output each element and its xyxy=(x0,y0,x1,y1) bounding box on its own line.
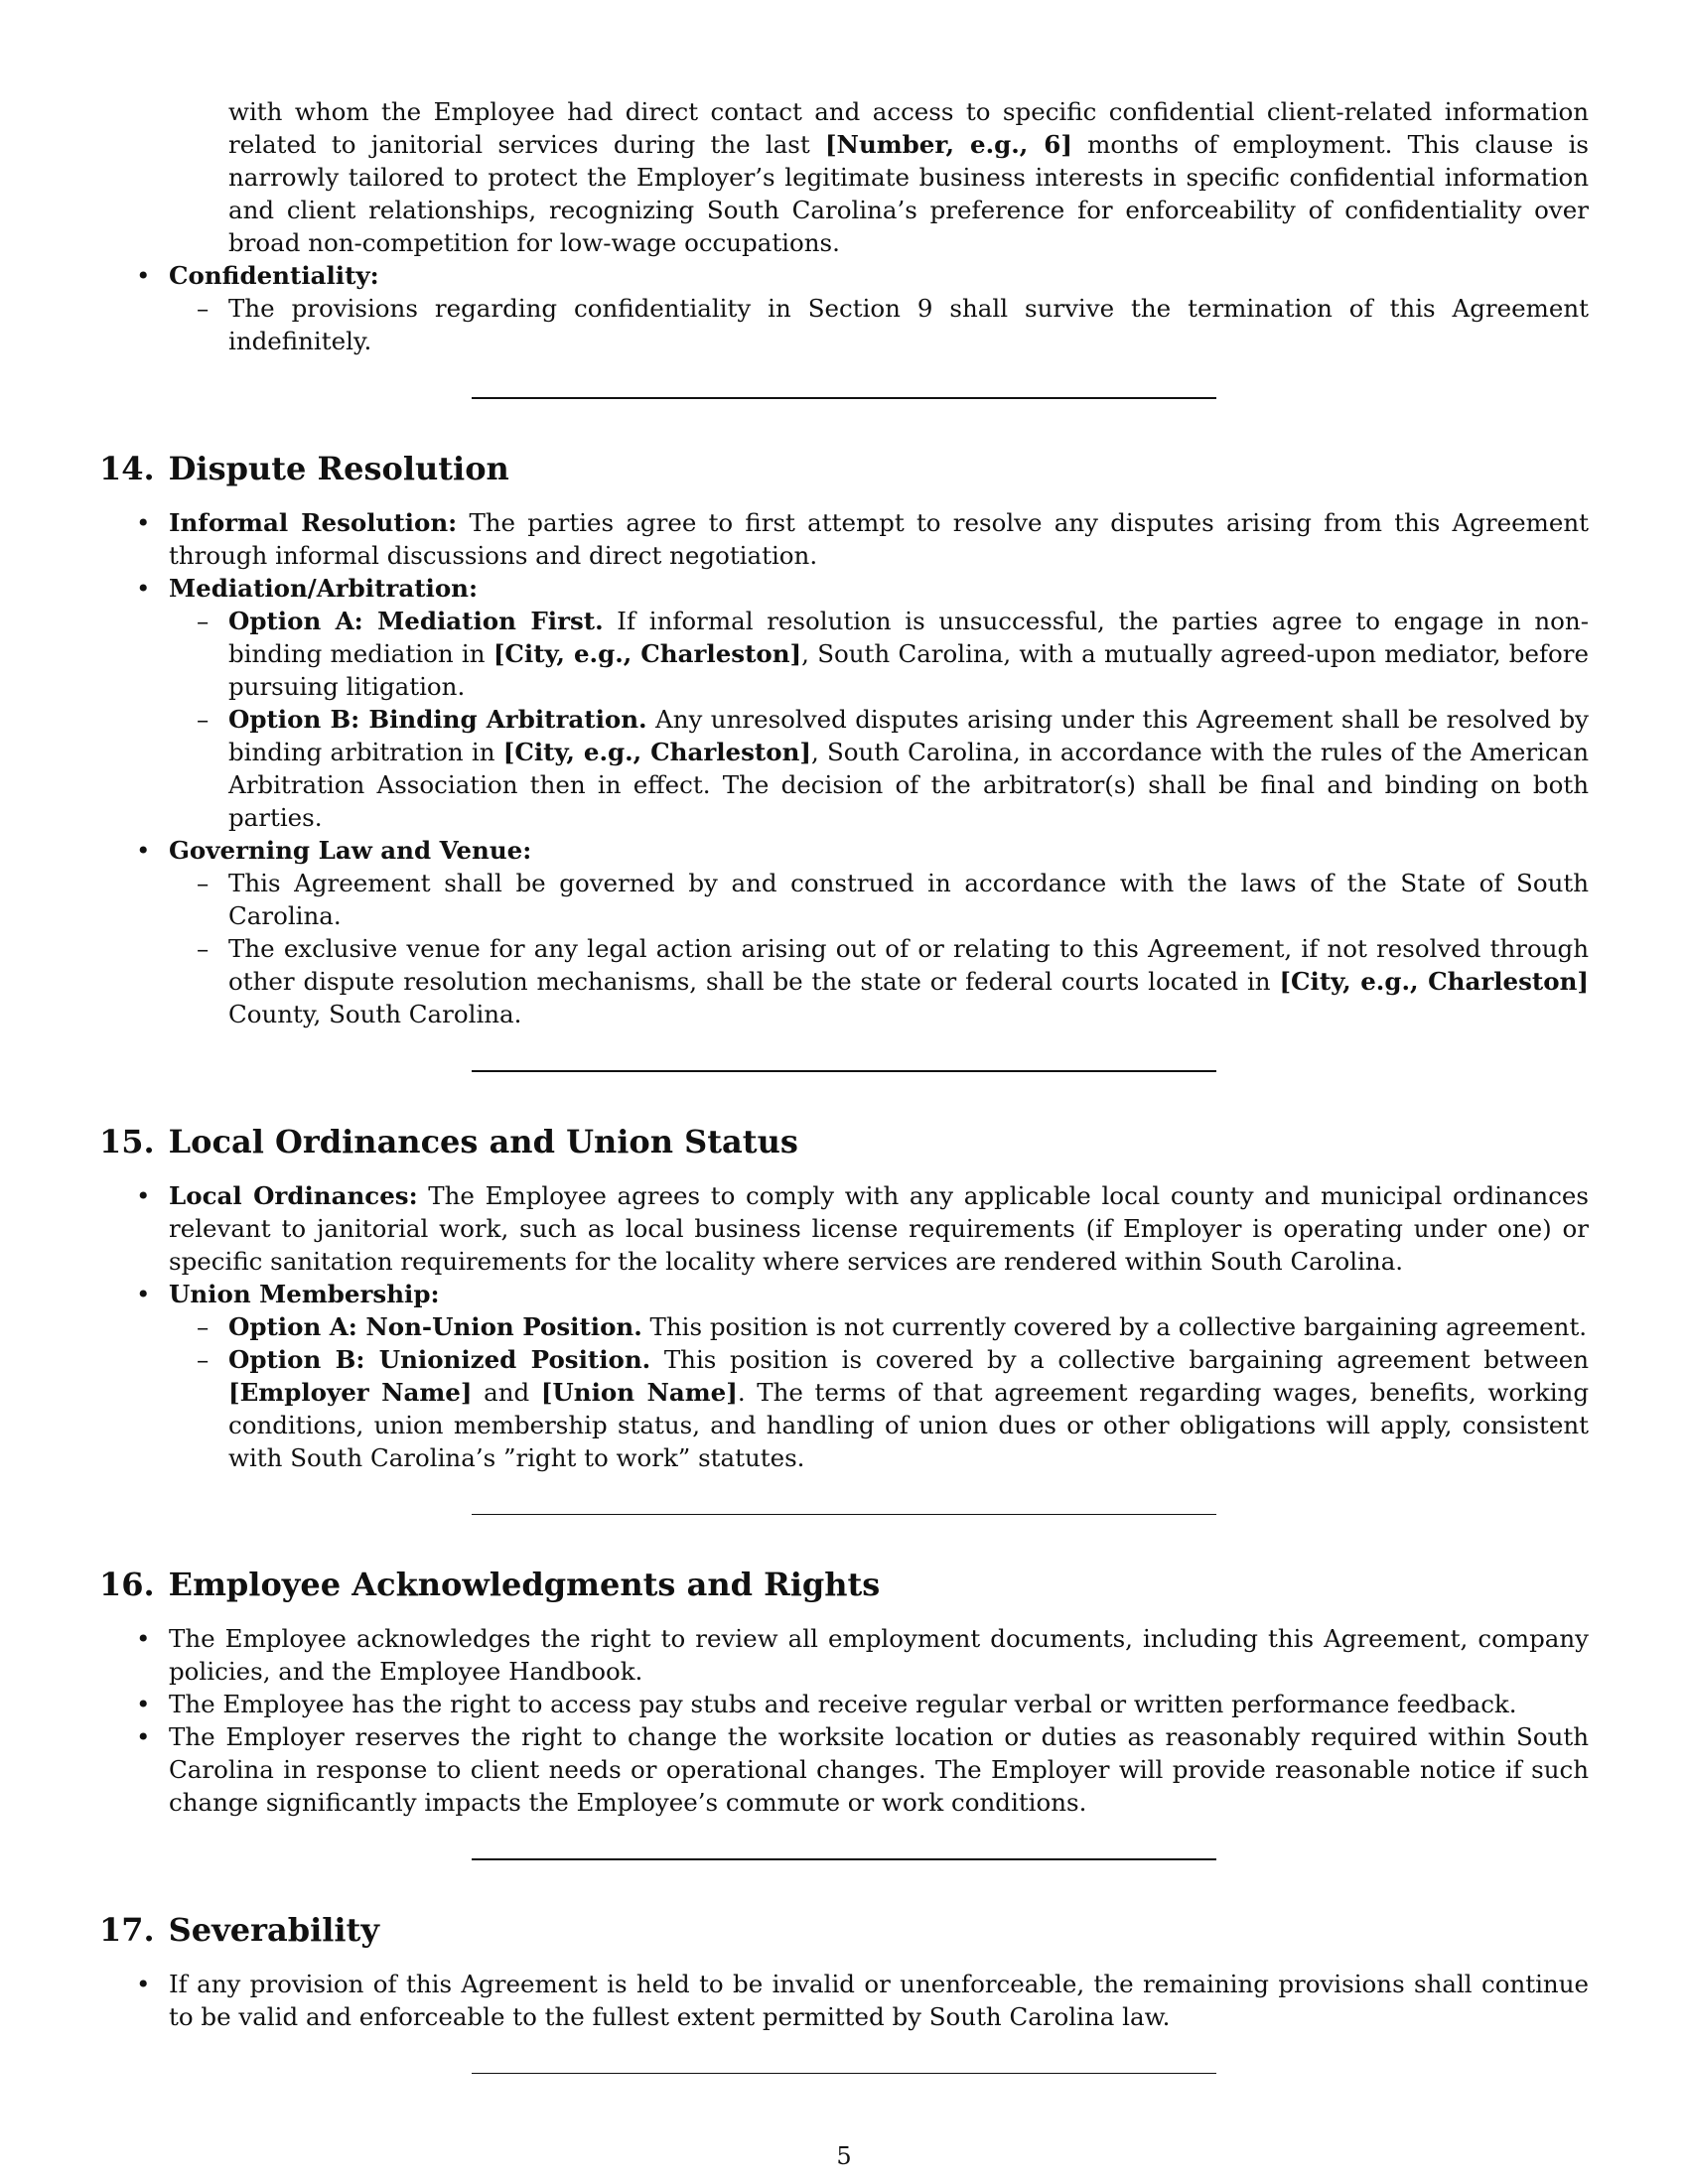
list-item: • The Employer reserves the right to change the worksite location or duties as reasonably required within South Carolina in response to client needs or operational changes. The Employer will provide reasonable notice if such change significantly impacts the Employee’s commute or work conditions. xyxy=(99,1720,1589,1819)
sub-item-venue: – The exclusive venue for any legal action arising out of or relating to this Agreement, if not resolved through other dispute resolution mechanisms, shall be the state or federal courts located in [City, e.g., Charleston] County, South Carolina. xyxy=(169,932,1589,1030)
sub-item-option-a: – Option A: Non-Union Position. This position is not currently covered by a collective bargaining agreement. xyxy=(169,1310,1589,1343)
sub-item-option-b: – Option B: Unionized Position. This position is covered by a collective bargaining agreement between [Employer Name] and [Union Name]. The terms of that agreement regarding wages, benefits, working conditions, union membership status, and handling of union dues or other obligations will apply, consistent with South Carolina’s ”right to work” statutes. xyxy=(169,1343,1589,1474)
section-heading-16: 16. Employee Acknowledgments and Rights xyxy=(99,1566,881,1603)
list-item-union-membership: • Union Membership: – Option A: Non-Union Position. This position is not currently covered by a collective bargaining agreement. – Option B: Unionized Position. This position is covered by a collective bargaining agreement between [Employer Name] and [Union Name]. The terms of that agreement regarding wages, benefits, working conditions, union membership status, and handling of union dues or other obligations will apply, consistent with South Carolina’s ”right to work” statutes. xyxy=(99,1278,1589,1474)
list-item: • If any provision of this Agreement is held to be invalid or unenforceable, the remaining provisions shall continue to be valid and enforceable to the fullest extent permitted by South Carolina law. xyxy=(99,1968,1589,2033)
list-item-informal-resolution: • Informal Resolution: The parties agree to first attempt to resolve any disputes arising from this Agreement through informal discussions and direct negotiation. xyxy=(99,506,1589,572)
carryover-paragraph: with whom the Employee had direct contact and access to specific confidential client-related information related to janitorial services during the last [Number, e.g., 6] months of employment. This clause is narrowly tailored to protect the Employer’s legitimate business interests in specific confidential information and client relationships, recognizing South Carolina’s preference for enforceability of confidentiality over broad non-competition for low-wage occupations. xyxy=(228,97,1589,257)
list-item-governing-law: • Governing Law and Venue: – This Agreement shall be governed by and construed in accordance with the laws of the State of South Carolina. – The exclusive venue for any legal action arising out of or relating to this Agreement, if not resolved through other dispute resolution mechanisms, shall be the state or federal courts located in [City, e.g., Charleston] County, South Carolina. xyxy=(99,834,1589,1030)
section-heading-14: 14. Dispute Resolution xyxy=(99,450,509,487)
sub-item-law: – This Agreement shall be governed by and construed in accordance with the laws of the State of South Carolina. xyxy=(169,867,1589,932)
section-divider xyxy=(472,1858,1216,1860)
list-item-local-ordinances: • Local Ordinances: The Employee agrees to comply with any applicable local county and municipal ordinances relevant to janitorial work, such as local business license requirements (if Employer is operating under one) or specific sanitation requirements for the locality where services are rendered within South Carolina. xyxy=(99,1179,1589,1278)
section-15-list xyxy=(99,1179,1589,1474)
list-item: • The Employee acknowledges the right to review all employment documents, including this Agreement, company policies, and the Employee Handbook. xyxy=(99,1622,1589,1688)
section-17-list xyxy=(99,1968,1589,2033)
sub-item: – The provisions regarding confidentiality in Section 9 shall survive the termination of this Agreement indefinitely. xyxy=(169,292,1589,357)
section-16-list xyxy=(99,1622,1589,1819)
section-divider xyxy=(472,397,1216,399)
placeholder-number: [Number, e.g., 6] xyxy=(824,130,1072,159)
section-14-list xyxy=(99,506,1589,1030)
page-number: 5 xyxy=(836,2142,852,2170)
sub-item-option-b: – Option B: Binding Arbitration. Any unresolved disputes arising under this Agreement shall be resolved by binding arbitration in [City, e.g., Charleston], South Carolina, in accordance with the rules of the American Arbitration Association then in effect. The decision of the arbitrator(s) shall be final and binding on both parties. xyxy=(169,703,1589,834)
section-heading-15: 15. Local Ordinances and Union Status xyxy=(99,1123,798,1160)
section-divider xyxy=(472,1514,1216,1515)
document-body xyxy=(99,95,1589,2074)
section-divider xyxy=(472,1070,1216,1072)
section-heading-17: 17. Severability xyxy=(99,1911,379,1949)
list-item-confidentiality: • Confidentiality: – The provisions regarding confidentiality in Section 9 shall survive the termination of this Agreement indefinitely. xyxy=(99,259,1589,357)
list-item: • The Employee has the right to access pay stubs and receive regular verbal or written performance feedback. xyxy=(99,1688,1589,1720)
carryover-list xyxy=(99,259,1589,357)
list-item-mediation-arbitration: • Mediation/Arbitration: – Option A: Mediation First. If informal resolution is unsuccessful, the parties agree to engage in non-binding mediation in [City, e.g., Charleston], South Carolina, with a mutually agreed-upon mediator, before pursuing litigation. – Option B: Binding Arbitration. Any unresolved disputes arising under this Agreement shall be resolved by binding arbitration in [City, e.g., Charleston], South Carolina, in accordance with the rules of the American Arbitration Association then in effect. The decision of the arbitrator(s) shall be final and binding on both parties. xyxy=(99,572,1589,834)
sub-item-option-a: – Option A: Mediation First. If informal resolution is unsuccessful, the parties agree to engage in non-binding mediation in [City, e.g., Charleston], South Carolina, with a mutually agreed-upon mediator, before pursuing litigation. xyxy=(169,605,1589,703)
section-divider xyxy=(472,2073,1216,2074)
